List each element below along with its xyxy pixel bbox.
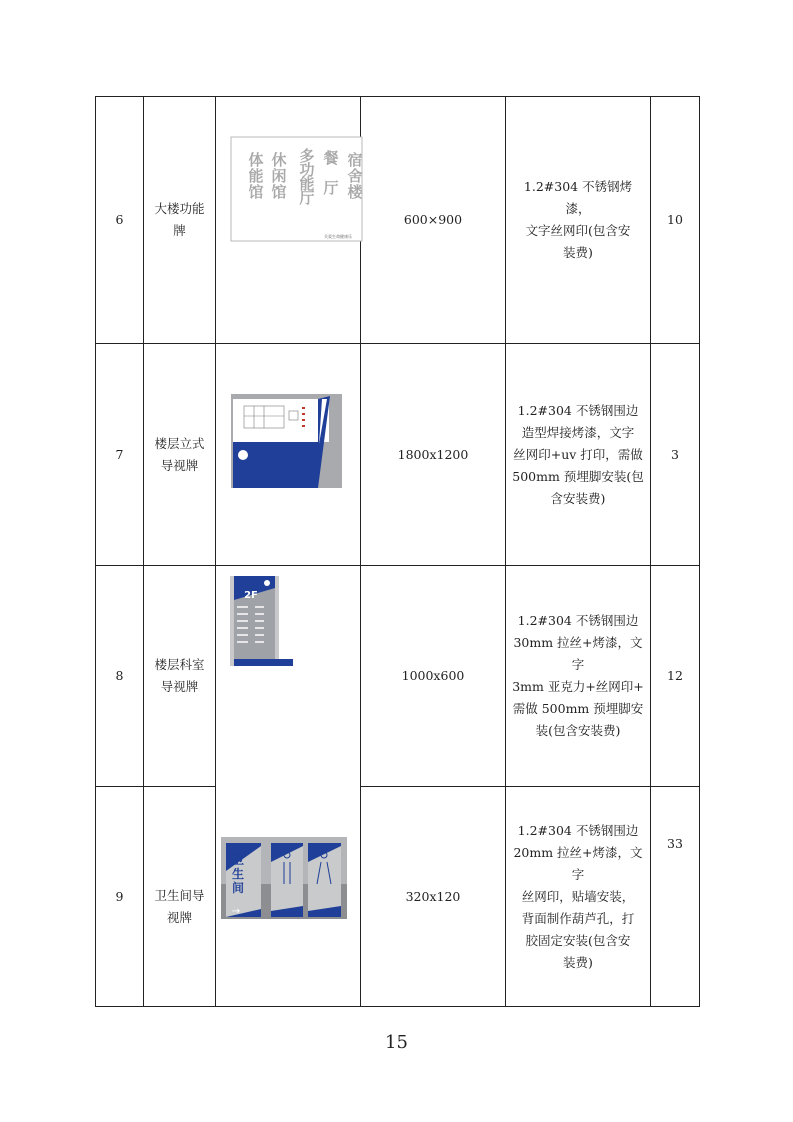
sign-char: 功: [299, 161, 315, 179]
item-quantity: 3: [651, 344, 700, 566]
description-line: 3mm 亚克力+丝网印+: [512, 679, 644, 694]
description-line: 500mm 预埋脚安装(包: [512, 468, 644, 484]
sign-char: 多: [299, 147, 315, 165]
item-image-cell: [216, 566, 361, 1007]
description-line: 背面制作葫芦孔，打: [521, 910, 635, 926]
item-name-line: 视牌: [166, 909, 192, 925]
item-number: 6: [96, 97, 144, 344]
description-line: 装费): [563, 245, 593, 260]
item-name-line: 导视牌: [160, 457, 199, 473]
item-name-line: 卫生间导: [154, 887, 205, 903]
item-name: [144, 344, 216, 566]
item-name-line: 导视牌: [160, 679, 199, 694]
description-line: 丝网印，贴墙安装，: [521, 888, 635, 904]
table-row: [96, 97, 700, 344]
sign-char: 能: [248, 167, 264, 185]
floor-number: 2F: [244, 590, 258, 601]
item-name-line: 楼层立式: [154, 435, 205, 451]
table-row: [96, 566, 700, 787]
item-image-cell: [216, 344, 361, 566]
item-number: 8: [96, 566, 144, 787]
item-description: [506, 97, 651, 344]
item-name-line: 大楼功能: [154, 201, 205, 216]
description-line: 1.2#304 不锈钢围边: [517, 402, 639, 418]
description-line: 丝网印+uv 打印，需做: [513, 446, 643, 462]
item-description: [506, 787, 651, 1007]
description-line: 1.2#304 不锈钢围边: [517, 822, 639, 838]
item-name: [144, 97, 216, 344]
item-image-cell: [216, 97, 361, 344]
item-size: 1800x1200: [361, 344, 506, 566]
description-line: 30mm 拉丝+烤漆，文字: [513, 635, 643, 672]
item-quantity: 10: [651, 97, 700, 344]
restroom-sign-image: [221, 837, 347, 919]
description-line: 1.2#304 不锈钢围边: [517, 613, 639, 628]
page-number: 15: [385, 1032, 408, 1053]
item-size: 1000x600: [361, 566, 506, 787]
description-line: 装费): [563, 954, 593, 970]
spec-table: [95, 96, 700, 1007]
item-name: [144, 566, 216, 787]
description-line: 1.2#304 不锈钢烤漆，: [523, 179, 633, 216]
sign-char: 厅: [323, 179, 339, 197]
item-number: 7: [96, 344, 144, 566]
item-description: [506, 344, 651, 566]
table-row: [96, 787, 700, 1007]
sign-char: 体: [248, 151, 264, 169]
arrow-icon: →: [231, 906, 241, 917]
sign-char: 餐: [323, 149, 339, 167]
sign-char: 宿: [347, 151, 363, 169]
item-size: 320x120: [361, 787, 506, 1007]
description-line: 20mm 拉丝+烤漆，文字: [513, 844, 643, 882]
sign-char: 能: [299, 175, 315, 193]
item-quantity: 33: [651, 787, 700, 1007]
sign-char: 卫: [231, 853, 245, 867]
sign-char: 间: [231, 881, 245, 895]
item-size: 600×900: [361, 97, 506, 344]
item-quantity: 12: [651, 566, 700, 787]
sign-char: 馆: [271, 183, 287, 201]
sign-char: 厅: [299, 189, 315, 207]
sign-char: 闲: [271, 167, 287, 185]
sign-char: 生: [231, 867, 245, 881]
function-sign-image: [216, 97, 361, 343]
item-description: [506, 566, 651, 787]
item-name-line: 牌: [173, 223, 186, 238]
sign-char: 舍: [347, 167, 363, 185]
sign-char: 馆: [248, 183, 264, 201]
floor-standing-sign-image: [216, 344, 361, 565]
item-name: [144, 787, 216, 1007]
description-line: 含安装费): [550, 490, 606, 506]
description-line: 需做 500mm 预埋脚安: [512, 701, 644, 716]
item-number: 9: [96, 787, 144, 1007]
sign-caption: 关爱生命健康乐: [324, 234, 352, 239]
sign-char: 休: [271, 151, 287, 169]
description-line: 胶固定安装(包含安: [525, 932, 631, 948]
description-line: 装(包含安装费): [535, 723, 621, 738]
table-row: [96, 344, 700, 566]
floor-department-sign-image: [216, 566, 361, 1006]
description-line: 文字丝网印(包含安: [525, 223, 631, 238]
sign-char: 楼: [347, 183, 363, 201]
description-line: 造型焊接烤漆，文字: [521, 424, 635, 440]
item-name-line: 楼层科室: [154, 657, 205, 672]
